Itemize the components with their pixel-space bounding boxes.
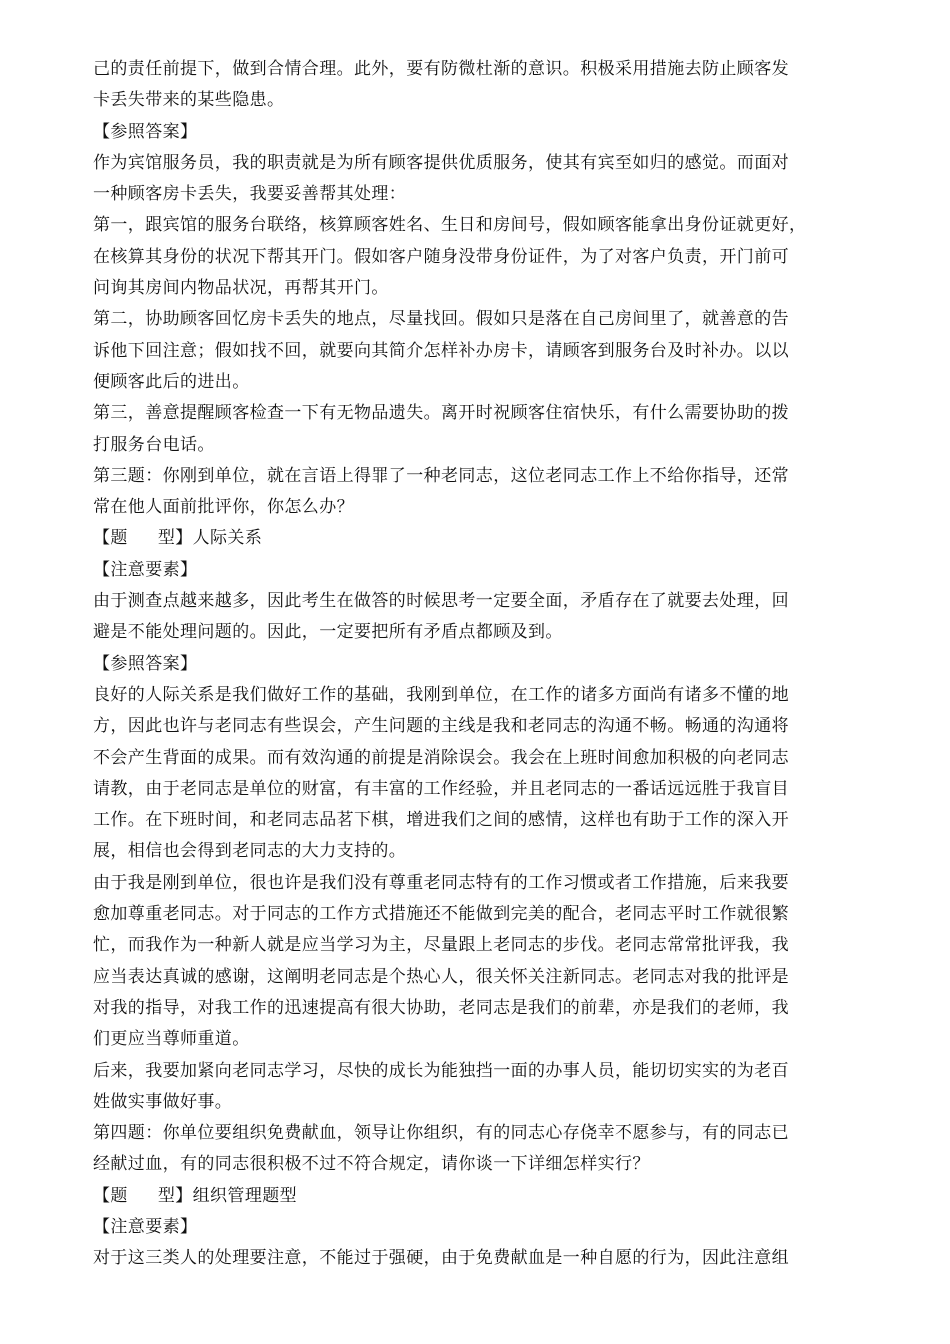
text-line: 对于这三类人的处理要注意，不能过于强硬，由于免费献血是一种自愿的行为，因此注意组 bbox=[93, 1248, 789, 1269]
question-type-open: 【题 bbox=[93, 528, 128, 549]
question-type-value: 人际关系 bbox=[192, 528, 263, 549]
text-line: 后来，我要加紧向老同志学习，尽快的成长为能独挡一面的办事人员，能切切实实的为老百 bbox=[93, 1060, 789, 1081]
text-line: 一种顾客房卡丢失，我要妥善帮其处理： bbox=[93, 184, 407, 205]
question-line: 经献过血，有的同志很积极不过不符合规定，请你谈一下详细怎样实行？ bbox=[93, 1154, 650, 1175]
text-line: 应当表达真诚的感谢，这阐明老同志是个热心人，很关怀关注新同志。老同志对我的批评是 bbox=[93, 966, 789, 987]
section-heading: 【注意要素】 bbox=[93, 559, 198, 580]
text-line: 第一，跟宾馆的服务台联络，核算顾客姓名、生日和房间号，假如顾客能拿出身份证就更好， bbox=[93, 215, 807, 236]
text-line: 请教，由于老同志是单位的财富，有丰富的工作经验，并且老同志的一番话远远胜于我盲目 bbox=[93, 778, 789, 799]
section-heading: 【参照答案】 bbox=[93, 653, 198, 674]
text-line: 愈加尊重老同志。对于同志的工作方式措施还不能做到完美的配合，老同志平时工作就很繁 bbox=[93, 904, 789, 925]
section-heading: 【参照答案】 bbox=[93, 121, 198, 142]
text-line: 便顾客此后的进出。 bbox=[93, 371, 250, 392]
question-type-line bbox=[93, 1181, 861, 1212]
text-line: 卡丢失带来的某些隐患。 bbox=[93, 90, 285, 111]
question-type-close: 型】 bbox=[157, 528, 193, 549]
text-line: 在核算其身份的状况下帮其开门。假如客户随身没带身份证件，为了对客户负责，开门前可 bbox=[93, 246, 789, 267]
text-line: 姓做实事做好事。 bbox=[93, 1091, 233, 1112]
text-line: 们更应当尊师重道。 bbox=[93, 1029, 250, 1050]
document-page bbox=[93, 0, 861, 1275]
question-type-value: 组织管理题型 bbox=[192, 1185, 298, 1206]
question-type-close: 型】 bbox=[157, 1185, 193, 1206]
text-line: 作为宾馆服务员，我的职责就是为所有顾客提供优质服务，使其有宾至如归的感觉。而面对 bbox=[93, 152, 789, 173]
text-line: 工作。在下班时间，和老同志品茗下棋，增进我们之间的感情，这样也有助于工作的深入开 bbox=[93, 810, 789, 831]
text-line: 第三，善意提醒顾客检查一下有无物品遗失。离开时祝顾客住宿快乐，有什么需要协助的拨 bbox=[93, 403, 789, 424]
text-line: 打服务台电话。 bbox=[93, 434, 215, 455]
text-line: 不会产生背面的成果。而有效沟通的前提是消除误会。我会在上班时间愈加积极的向老同志 bbox=[93, 747, 789, 768]
text-line: 良好的人际关系是我们做好工作的基础，我刚到单位，在工作的诸多方面尚有诸多不懂的地 bbox=[93, 684, 789, 705]
question-line: 第三题：你刚到单位，就在言语上得罪了一种老同志，这位老同志工作上不给你指导，还常 bbox=[93, 465, 789, 486]
text-line: 展，相信也会得到老同志的大力支持的。 bbox=[93, 841, 407, 862]
question-type-open: 【题 bbox=[93, 1185, 128, 1206]
text-line: 对我的指导，对我工作的迅速提高有很大协助，老同志是我们的前辈，亦是我们的老师，我 bbox=[93, 997, 789, 1018]
question-type-line bbox=[93, 523, 861, 554]
text-line: 诉他下回注意；假如找不回，就要向其简介怎样补办房卡，请顾客到服务台及时补办。以以 bbox=[93, 340, 789, 361]
text-line: 第二，协助顾客回忆房卡丢失的地点，尽量找回。假如只是落在自己房间里了，就善意的告 bbox=[93, 309, 789, 330]
text-line: 己的责任前提下，做到合情合理。此外，要有防微杜渐的意识。积极采用措施去防止顾客发 bbox=[93, 59, 789, 79]
text-line: 避是不能处理问题的。因此，一定要把所有矛盾点都顾及到。 bbox=[93, 622, 563, 643]
text-line: 问询其房间内物品状况，再帮其开门。 bbox=[93, 278, 389, 299]
section-heading: 【注意要素】 bbox=[93, 1216, 198, 1237]
text-line: 忙，而我作为一种新人就是应当学习为主，尽量跟上老同志的步伐。老同志常常批评我，我 bbox=[93, 935, 789, 956]
text-line: 由于测查点越来越多，因此考生在做答的时候思考一定要全面，矛盾存在了就要去处理，回 bbox=[93, 591, 789, 612]
text-line: 由于我是刚到单位，很也许是我们没有尊重老同志特有的工作习惯或者工作措施，后来我要 bbox=[93, 872, 789, 893]
question-line: 第四题：你单位要组织免费献血，领导让你组织，有的同志心存侥幸不愿参与，有的同志已 bbox=[93, 1123, 789, 1144]
text-line: 方，因此也许与老同志有些误会，产生问题的主线是我和老同志的沟通不畅。畅通的沟通将 bbox=[93, 716, 789, 737]
question-line: 常在他人面前批评你，你怎么办？ bbox=[93, 497, 354, 518]
